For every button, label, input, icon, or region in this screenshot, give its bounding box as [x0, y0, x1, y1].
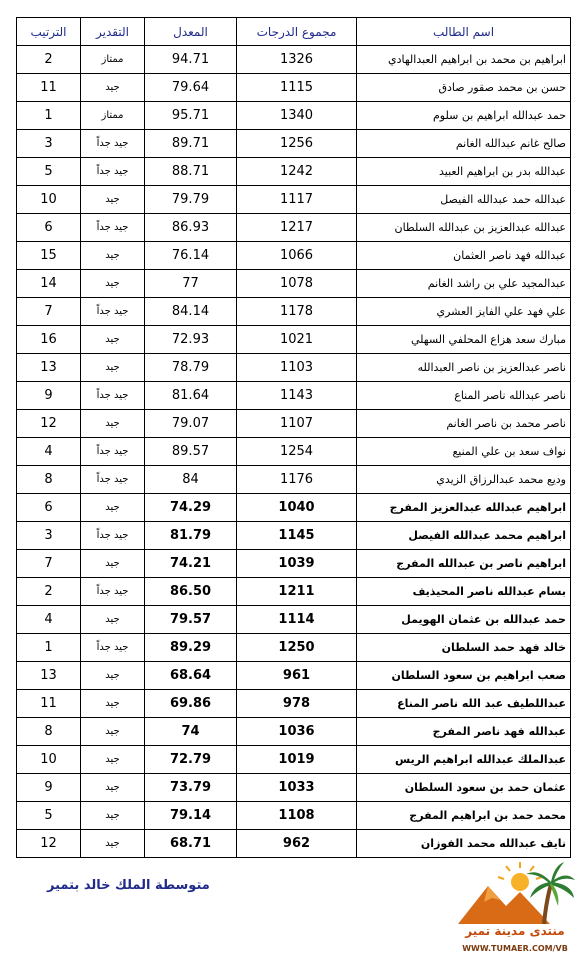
cell-total: 1021 [237, 326, 357, 354]
cell-total: 1178 [237, 298, 357, 326]
cell-rank: 1 [17, 634, 81, 662]
cell-name: خالد فهد حمد السلطان [357, 634, 571, 662]
cell-grade: جيد جداً [81, 298, 145, 326]
cell-name: ابراهيم محمد عبدالله الفيصل [357, 522, 571, 550]
cell-grade: جيد [81, 802, 145, 830]
cell-grade: جيد [81, 830, 145, 858]
grades-body [17, 46, 571, 858]
table-row [17, 746, 571, 774]
cell-name: مبارك سعد هزاع المحلفي السهلي [357, 326, 571, 354]
cell-total: 1242 [237, 158, 357, 186]
cell-average: 76.14 [145, 242, 237, 270]
cell-grade: جيد [81, 354, 145, 382]
palm-mountain-icon [454, 862, 576, 928]
cell-name: ابراهيم بن محمد بن ابراهيم العبدالهادي [357, 46, 571, 74]
table-row [17, 382, 571, 410]
table-row [17, 74, 571, 102]
cell-name: عبدالله فهد ناصر العثمان [357, 242, 571, 270]
table-row [17, 690, 571, 718]
cell-name: عبدالله فهد ناصر المفرج [357, 718, 571, 746]
cell-rank: 14 [17, 270, 81, 298]
table-row [17, 662, 571, 690]
cell-total: 1211 [237, 578, 357, 606]
cell-total: 1103 [237, 354, 357, 382]
cell-name: علي فهد علي الفايز العشري [357, 298, 571, 326]
cell-average: 78.79 [145, 354, 237, 382]
cell-grade: جيد [81, 270, 145, 298]
cell-name: ابراهيم ناصر بن عبدالله المفرج [357, 550, 571, 578]
cell-rank: 10 [17, 186, 81, 214]
table-row [17, 802, 571, 830]
header-total: مجموع الدرجات [237, 18, 357, 46]
cell-average: 86.50 [145, 578, 237, 606]
cell-rank: 13 [17, 354, 81, 382]
table-row [17, 242, 571, 270]
cell-rank: 15 [17, 242, 81, 270]
cell-rank: 9 [17, 774, 81, 802]
cell-rank: 6 [17, 214, 81, 242]
header-average: المعدل [145, 18, 237, 46]
cell-grade: جيد جداً [81, 158, 145, 186]
cell-total: 1107 [237, 410, 357, 438]
cell-average: 84.14 [145, 298, 237, 326]
cell-rank: 8 [17, 718, 81, 746]
cell-rank: 4 [17, 606, 81, 634]
cell-name: عبداللطيف عبد الله ناصر المناع [357, 690, 571, 718]
cell-rank: 6 [17, 494, 81, 522]
cell-grade: ممتاز [81, 102, 145, 130]
table-row [17, 186, 571, 214]
cell-average: 68.64 [145, 662, 237, 690]
header-row [17, 18, 571, 46]
cell-total: 1145 [237, 522, 357, 550]
cell-total: 1039 [237, 550, 357, 578]
cell-rank: 11 [17, 74, 81, 102]
cell-rank: 2 [17, 578, 81, 606]
cell-average: 89.71 [145, 130, 237, 158]
cell-name: ناصر محمد بن ناصر الغانم [357, 410, 571, 438]
cell-total: 1143 [237, 382, 357, 410]
cell-rank: 11 [17, 690, 81, 718]
grades-table [16, 17, 571, 858]
cell-average: 86.93 [145, 214, 237, 242]
cell-rank: 2 [17, 46, 81, 74]
cell-total: 1066 [237, 242, 357, 270]
cell-grade: جيد [81, 774, 145, 802]
cell-total: 1326 [237, 46, 357, 74]
cell-name: صعب ابراهيم بن سعود السلطان [357, 662, 571, 690]
cell-name: عبدالله حمد عبدالله الفيصل [357, 186, 571, 214]
cell-name: حمد عبدالله بن عثمان الهويمل [357, 606, 571, 634]
cell-total: 1115 [237, 74, 357, 102]
cell-total: 1256 [237, 130, 357, 158]
cell-name: عبدالله عبدالعزيز بن عبدالله السلطان [357, 214, 571, 242]
cell-grade: جيد جداً [81, 634, 145, 662]
cell-name: وديع محمد عبدالرزاق الزيدي [357, 466, 571, 494]
cell-total: 1036 [237, 718, 357, 746]
cell-name: نايف عبدالله محمد الفوزان [357, 830, 571, 858]
cell-average: 79.57 [145, 606, 237, 634]
cell-name: عبدالله بدر بن ابراهيم العبيد [357, 158, 571, 186]
table-row [17, 522, 571, 550]
cell-name: نواف سعد بن علي المنيع [357, 438, 571, 466]
table-row [17, 354, 571, 382]
cell-average: 81.79 [145, 522, 237, 550]
cell-grade: جيد [81, 606, 145, 634]
cell-rank: 9 [17, 382, 81, 410]
cell-rank: 8 [17, 466, 81, 494]
cell-grade: جيد [81, 550, 145, 578]
cell-average: 77 [145, 270, 237, 298]
cell-average: 81.64 [145, 382, 237, 410]
cell-grade: جيد جداً [81, 214, 145, 242]
table-row [17, 158, 571, 186]
cell-rank: 7 [17, 298, 81, 326]
cell-average: 79.14 [145, 802, 237, 830]
cell-rank: 5 [17, 802, 81, 830]
cell-average: 79.64 [145, 74, 237, 102]
cell-rank: 7 [17, 550, 81, 578]
table-row [17, 550, 571, 578]
cell-average: 68.71 [145, 830, 237, 858]
table-row [17, 298, 571, 326]
cell-total: 1040 [237, 494, 357, 522]
cell-total: 1250 [237, 634, 357, 662]
table-row [17, 718, 571, 746]
table-row [17, 578, 571, 606]
table-row [17, 102, 571, 130]
cell-total: 1019 [237, 746, 357, 774]
cell-grade: جيد [81, 74, 145, 102]
cell-rank: 3 [17, 522, 81, 550]
cell-grade: جيد [81, 410, 145, 438]
header-name: اسم الطالب [357, 18, 571, 46]
cell-grade: جيد [81, 662, 145, 690]
cell-total: 1254 [237, 438, 357, 466]
cell-rank: 13 [17, 662, 81, 690]
cell-average: 72.93 [145, 326, 237, 354]
cell-total: 1108 [237, 802, 357, 830]
cell-total: 961 [237, 662, 357, 690]
cell-name: صالح غانم عبدالله الغانم [357, 130, 571, 158]
cell-average: 95.71 [145, 102, 237, 130]
table-row [17, 410, 571, 438]
cell-total: 1114 [237, 606, 357, 634]
cell-grade: جيد [81, 718, 145, 746]
logo-title: منتدى مدينة تمير [465, 924, 565, 938]
table-row [17, 634, 571, 662]
cell-name: ناصر عبدالله ناصر المناع [357, 382, 571, 410]
cell-rank: 12 [17, 410, 81, 438]
cell-name: بسام عبدالله ناصر المحيذيف [357, 578, 571, 606]
cell-name: عبدالملك عبدالله ابراهيم الريس [357, 746, 571, 774]
table-row [17, 466, 571, 494]
cell-grade: جيد [81, 746, 145, 774]
cell-total: 1033 [237, 774, 357, 802]
cell-total: 978 [237, 690, 357, 718]
cell-rank: 5 [17, 158, 81, 186]
cell-grade: جيد جداً [81, 522, 145, 550]
cell-rank: 4 [17, 438, 81, 466]
cell-rank: 1 [17, 102, 81, 130]
cell-total: 1117 [237, 186, 357, 214]
cell-grade: جيد جداً [81, 438, 145, 466]
cell-rank: 3 [17, 130, 81, 158]
cell-grade: جيد جداً [81, 578, 145, 606]
cell-name: عبدالمجيد علي بن راشد الغانم [357, 270, 571, 298]
cell-total: 1217 [237, 214, 357, 242]
table-row [17, 130, 571, 158]
cell-name: عثمان حمد بن سعود السلطان [357, 774, 571, 802]
table-row [17, 438, 571, 466]
cell-grade: ممتاز [81, 46, 145, 74]
cell-average: 74.29 [145, 494, 237, 522]
table-row [17, 214, 571, 242]
cell-name: حمد عبدالله ابراهيم بن سلوم [357, 102, 571, 130]
cell-grade: جيد جداً [81, 130, 145, 158]
cell-grade: جيد [81, 242, 145, 270]
cell-grade: جيد [81, 186, 145, 214]
cell-grade: جيد جداً [81, 466, 145, 494]
cell-name: ناصر عبدالعزيز بن ناصر العبدالله [357, 354, 571, 382]
cell-total: 962 [237, 830, 357, 858]
header-grade: التقدير [81, 18, 145, 46]
table-row [17, 46, 571, 74]
table-row [17, 270, 571, 298]
cell-grade: جيد [81, 494, 145, 522]
cell-average: 84 [145, 466, 237, 494]
cell-average: 88.71 [145, 158, 237, 186]
cell-total: 1340 [237, 102, 357, 130]
school-name: متوسطة الملك خالد بتمير [47, 878, 210, 893]
cell-average: 74.21 [145, 550, 237, 578]
cell-rank: 12 [17, 830, 81, 858]
table-row [17, 830, 571, 858]
cell-rank: 10 [17, 746, 81, 774]
cell-name: حسن بن محمد صقور صادق [357, 74, 571, 102]
cell-name: محمد حمد بن ابراهيم المفرج [357, 802, 571, 830]
cell-average: 73.79 [145, 774, 237, 802]
table-row [17, 774, 571, 802]
cell-average: 94.71 [145, 46, 237, 74]
cell-average: 89.57 [145, 438, 237, 466]
cell-average: 79.79 [145, 186, 237, 214]
table-row [17, 606, 571, 634]
cell-rank: 16 [17, 326, 81, 354]
cell-average: 74 [145, 718, 237, 746]
forum-logo [454, 862, 576, 960]
header-rank: الترتيب [17, 18, 81, 46]
table-row [17, 326, 571, 354]
table-row [17, 494, 571, 522]
cell-total: 1176 [237, 466, 357, 494]
cell-grade: جيد جداً [81, 382, 145, 410]
cell-grade: جيد [81, 690, 145, 718]
cell-average: 89.29 [145, 634, 237, 662]
cell-average: 79.07 [145, 410, 237, 438]
cell-grade: جيد [81, 326, 145, 354]
cell-average: 72.79 [145, 746, 237, 774]
cell-name: ابراهيم عبدالله عبدالعزيز المفرج [357, 494, 571, 522]
cell-total: 1078 [237, 270, 357, 298]
cell-average: 69.86 [145, 690, 237, 718]
logo-url: WWW.TUMAER.COM/VB [462, 944, 568, 953]
